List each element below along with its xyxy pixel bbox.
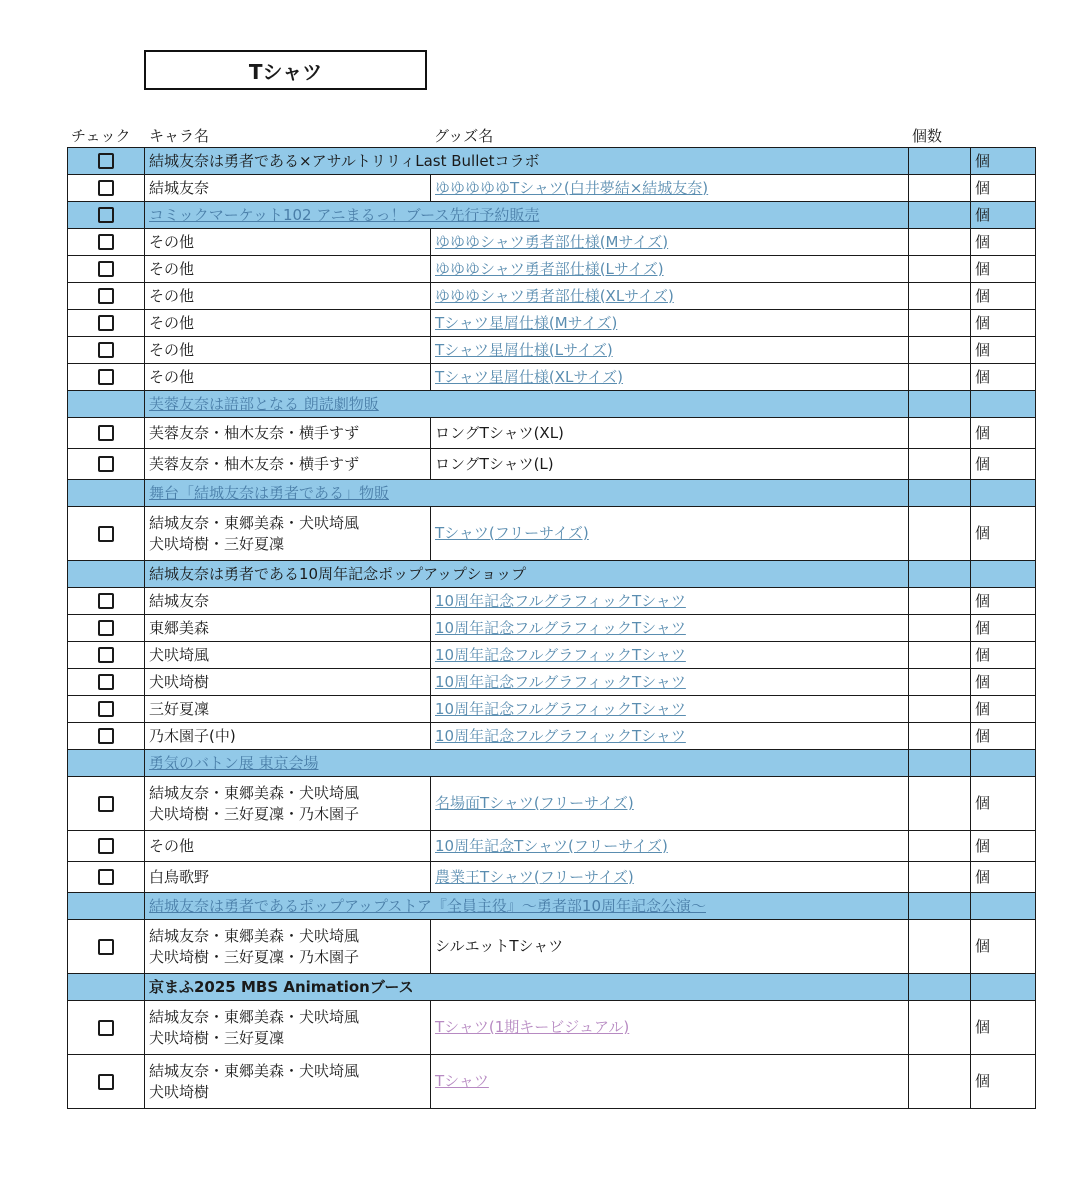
character-name: 犬吠埼樹: [149, 672, 210, 691]
section-row: [68, 202, 1036, 229]
goods-cell: [431, 588, 909, 615]
check-cell: [68, 615, 145, 642]
character-name-line2: 犬吠埼樹・三好夏凜・乃木園子: [149, 804, 360, 823]
character-cell: [145, 723, 431, 750]
quantity-cell[interactable]: [909, 669, 971, 696]
character-cell: [145, 669, 431, 696]
character-cell: [145, 777, 431, 831]
character-cell: [145, 256, 431, 283]
goods-link[interactable]: 農業王Tシャツ(フリーサイズ): [435, 867, 634, 886]
checkbox[interactable]: [98, 288, 114, 304]
check-cell: [68, 669, 145, 696]
goods-link[interactable]: 10周年記念フルグラフィックTシャツ: [435, 726, 686, 745]
goods-cell: [431, 669, 909, 696]
section-title-cell: [145, 202, 909, 229]
character-cell: [145, 831, 431, 862]
goods-cell: [431, 642, 909, 669]
unit-label: 個: [975, 178, 991, 197]
unit-label: 個: [975, 151, 991, 170]
quantity-cell[interactable]: [909, 175, 971, 202]
unit-label: 個: [975, 699, 991, 718]
header-goods: グッズ名: [434, 127, 494, 145]
check-cell: [68, 1055, 145, 1109]
section-title[interactable]: 勇気のバトン展 東京会場: [149, 753, 319, 772]
section-title: 結城友奈は勇者である×アサルトリリィLast Bulletコラボ: [149, 151, 540, 170]
header-quantity: 個数: [912, 127, 943, 145]
goods-cell: [431, 831, 909, 862]
quantity-cell[interactable]: [909, 723, 971, 750]
checkbox[interactable]: [98, 207, 114, 223]
section-row: [68, 750, 1036, 777]
goods-cell: [431, 449, 909, 480]
goods-link[interactable]: Tシャツ: [435, 1072, 489, 1090]
checkbox[interactable]: [98, 342, 114, 358]
goods-cell: [431, 229, 909, 256]
table-row: [68, 310, 1036, 337]
section-title: 京まふ2025 MBS Animationブース: [149, 977, 414, 996]
section-title: 結城友奈は勇者である10周年記念ポップアップショップ: [149, 564, 527, 583]
unit-label: 個: [975, 794, 991, 812]
section-row: [68, 148, 1036, 175]
check-cell: [68, 391, 145, 418]
quantity-cell[interactable]: [909, 831, 971, 862]
unit-cell: [971, 669, 1036, 696]
quantity-cell[interactable]: [909, 750, 971, 777]
character-name: 結城友奈: [149, 178, 210, 197]
unit-label: 個: [975, 726, 991, 745]
section-row: [68, 561, 1036, 588]
checkbox[interactable]: [98, 620, 114, 636]
unit-cell: [971, 283, 1036, 310]
character-name: 芙蓉友奈・柚木友奈・横手すず: [149, 423, 360, 442]
unit-label: 個: [975, 937, 991, 955]
unit-label: 個: [975, 524, 991, 542]
character-name: 乃木園子(中): [149, 726, 236, 745]
checkbox[interactable]: [98, 526, 114, 542]
checkbox[interactable]: [98, 728, 114, 744]
goods-cell: [431, 1055, 909, 1109]
quantity-cell[interactable]: [909, 507, 971, 561]
goods-cell: [431, 507, 909, 561]
character-name-line2: 犬吠埼樹・三好夏凜・乃木園子: [149, 947, 360, 966]
check-cell: [68, 862, 145, 893]
unit-cell: [971, 175, 1036, 202]
table-row: [68, 418, 1036, 449]
goods-cell: [431, 696, 909, 723]
check-cell: [68, 229, 145, 256]
unit-label: 個: [975, 454, 991, 473]
table-row: [68, 1055, 1036, 1109]
goods-cell: [431, 175, 909, 202]
unit-label: 個: [975, 645, 991, 664]
character-name-line2: 犬吠埼樹: [149, 1082, 210, 1101]
unit-label: 個: [975, 867, 991, 886]
checkbox[interactable]: [98, 674, 114, 690]
check-cell: [68, 831, 145, 862]
character-name-line2: 犬吠埼樹・三好夏凜: [149, 534, 285, 553]
quantity-cell[interactable]: [909, 391, 971, 418]
goods-name: シルエットTシャツ: [435, 937, 564, 955]
character-name: その他: [149, 340, 195, 359]
unit-cell: [971, 723, 1036, 750]
unit-label: 個: [975, 286, 991, 305]
table-row: [68, 229, 1036, 256]
goods-cell: [431, 310, 909, 337]
unit-cell: [971, 920, 1036, 974]
check-cell: [68, 974, 145, 1001]
check-cell: [68, 283, 145, 310]
character-cell: [145, 175, 431, 202]
check-cell: [68, 588, 145, 615]
table-row: [68, 449, 1036, 480]
checkbox[interactable]: [98, 647, 114, 663]
goods-name: ロングTシャツ(XL): [435, 423, 564, 442]
section-row: [68, 974, 1036, 1001]
quantity-cell[interactable]: [909, 449, 971, 480]
quantity-cell[interactable]: [909, 364, 971, 391]
goods-link[interactable]: 10周年記念フルグラフィックTシャツ: [435, 699, 686, 718]
unit-cell: [971, 449, 1036, 480]
character-name: 犬吠埼風: [149, 645, 210, 664]
checkbox[interactable]: [98, 234, 114, 250]
unit-cell: [971, 831, 1036, 862]
unit-cell: [971, 696, 1036, 723]
unit-cell: [971, 391, 1036, 418]
goods-cell: [431, 1001, 909, 1055]
character-name-line2: 犬吠埼樹・三好夏凜: [149, 1028, 285, 1047]
goods-link[interactable]: ゆゆゆシャツ勇者部仕様(Mサイズ): [435, 232, 669, 251]
table-row: [68, 364, 1036, 391]
quantity-cell[interactable]: [909, 777, 971, 831]
section-title-cell: [145, 893, 909, 920]
quantity-cell[interactable]: [909, 256, 971, 283]
goods-cell: [431, 777, 909, 831]
unit-cell: [971, 507, 1036, 561]
unit-label: 個: [975, 618, 991, 637]
check-cell: [68, 750, 145, 777]
checkbox[interactable]: [98, 869, 114, 885]
character-cell: [145, 588, 431, 615]
unit-label: 個: [975, 423, 991, 442]
check-cell: [68, 418, 145, 449]
character-cell: [145, 615, 431, 642]
character-name: 東郷美森: [149, 618, 210, 637]
check-cell: [68, 920, 145, 974]
check-cell: [68, 561, 145, 588]
checklist-table: [67, 147, 1036, 1109]
character-cell: [145, 507, 431, 561]
goods-cell: [431, 418, 909, 449]
table-row: [68, 777, 1036, 831]
character-cell: [145, 642, 431, 669]
check-cell: [68, 337, 145, 364]
character-name: 結城友奈: [149, 591, 210, 610]
checkbox[interactable]: [98, 701, 114, 717]
unit-cell: [971, 1055, 1036, 1109]
goods-link[interactable]: 10周年記念フルグラフィックTシャツ: [435, 645, 686, 664]
table-row: [68, 256, 1036, 283]
goods-link[interactable]: Tシャツ星屑仕様(Mサイズ): [435, 313, 618, 332]
unit-cell: [971, 229, 1036, 256]
quantity-cell[interactable]: [909, 1001, 971, 1055]
quantity-cell[interactable]: [909, 337, 971, 364]
quantity-cell[interactable]: [909, 480, 971, 507]
unit-label: 個: [975, 1018, 991, 1036]
goods-cell: [431, 723, 909, 750]
character-cell: [145, 229, 431, 256]
section-title-cell: [145, 561, 909, 588]
checkbox[interactable]: [98, 1020, 114, 1036]
character-name: その他: [149, 259, 195, 278]
goods-link[interactable]: Tシャツ星屑仕様(Lサイズ): [435, 340, 613, 359]
check-cell: [68, 480, 145, 507]
character-cell: [145, 418, 431, 449]
unit-cell: [971, 256, 1036, 283]
check-cell: [68, 449, 145, 480]
goods-link[interactable]: 10周年記念フルグラフィックTシャツ: [435, 618, 686, 637]
goods-cell: [431, 256, 909, 283]
check-cell: [68, 893, 145, 920]
section-title[interactable]: 結城友奈は勇者であるポップアップストア『全員主役』～勇者部10周年記念公演～: [149, 896, 706, 915]
character-name: 結城友奈・東郷美森・犬吠埼風: [149, 513, 360, 532]
table-row: [68, 669, 1036, 696]
checkbox[interactable]: [98, 796, 114, 812]
unit-cell: [971, 862, 1036, 893]
section-title[interactable]: 芙蓉友奈は語部となる 朗読劇物販: [149, 394, 379, 413]
checkbox[interactable]: [98, 456, 114, 472]
unit-label: 個: [975, 591, 991, 610]
quantity-cell[interactable]: [909, 418, 971, 449]
column-headers: [0, 122, 1076, 146]
goods-cell: [431, 283, 909, 310]
unit-cell: [971, 561, 1036, 588]
section-row: [68, 480, 1036, 507]
character-name: その他: [149, 836, 195, 855]
header-check: チェック: [71, 127, 131, 145]
table-row: [68, 831, 1036, 862]
quantity-cell[interactable]: [909, 893, 971, 920]
character-cell: [145, 449, 431, 480]
goods-cell: [431, 920, 909, 974]
table-row: [68, 615, 1036, 642]
quantity-cell[interactable]: [909, 148, 971, 175]
goods-link[interactable]: 10周年記念フルグラフィックTシャツ: [435, 672, 686, 691]
character-name: 結城友奈・東郷美森・犬吠埼風: [149, 926, 360, 945]
checkbox[interactable]: [98, 939, 114, 955]
character-cell: [145, 310, 431, 337]
table-row: [68, 175, 1036, 202]
table-row: [68, 920, 1036, 974]
unit-cell: [971, 480, 1036, 507]
goods-cell: [431, 364, 909, 391]
check-cell: [68, 1001, 145, 1055]
checkbox[interactable]: [98, 838, 114, 854]
checkbox[interactable]: [98, 180, 114, 196]
checkbox[interactable]: [98, 593, 114, 609]
goods-cell: [431, 337, 909, 364]
goods-cell: [431, 615, 909, 642]
goods-link[interactable]: 名場面Tシャツ(フリーサイズ): [435, 794, 634, 812]
character-name: その他: [149, 232, 195, 251]
table-row: [68, 588, 1036, 615]
table-row: [68, 1001, 1036, 1055]
check-cell: [68, 256, 145, 283]
unit-cell: [971, 202, 1036, 229]
goods-link[interactable]: ゆゆゆシャツ勇者部仕様(Lサイズ): [435, 259, 664, 278]
section-title-cell: [145, 750, 909, 777]
character-cell: [145, 364, 431, 391]
unit-label: 個: [975, 232, 991, 251]
quantity-cell[interactable]: [909, 310, 971, 337]
character-cell: [145, 1055, 431, 1109]
unit-cell: [971, 893, 1036, 920]
quantity-cell[interactable]: [909, 588, 971, 615]
quantity-cell[interactable]: [909, 229, 971, 256]
section-title[interactable]: 舞台「結城友奈は勇者である」物販: [149, 483, 390, 502]
table-row: [68, 723, 1036, 750]
checkbox[interactable]: [98, 153, 114, 169]
character-name: その他: [149, 313, 195, 332]
unit-label: 個: [975, 205, 991, 224]
character-name: 結城友奈・東郷美森・犬吠埼風: [149, 1061, 360, 1080]
unit-cell: [971, 337, 1036, 364]
unit-label: 個: [975, 259, 991, 278]
unit-label: 個: [975, 313, 991, 332]
quantity-cell[interactable]: [909, 862, 971, 893]
section-row: [68, 391, 1036, 418]
check-cell: [68, 310, 145, 337]
character-cell: [145, 1001, 431, 1055]
check-cell: [68, 202, 145, 229]
unit-label: 個: [975, 1072, 991, 1090]
character-cell: [145, 862, 431, 893]
unit-cell: [971, 642, 1036, 669]
character-name: その他: [149, 286, 195, 305]
page-title: Tシャツ: [144, 50, 427, 90]
unit-label: 個: [975, 836, 991, 855]
goods-link[interactable]: Tシャツ(1期キービジュアル): [435, 1018, 630, 1036]
unit-label: 個: [975, 367, 991, 386]
goods-link[interactable]: 10周年記念フルグラフィックTシャツ: [435, 591, 686, 610]
table-row: [68, 642, 1036, 669]
character-name: 結城友奈・東郷美森・犬吠埼風: [149, 1007, 360, 1026]
checkbox[interactable]: [98, 315, 114, 331]
quantity-cell[interactable]: [909, 920, 971, 974]
checkbox[interactable]: [98, 425, 114, 441]
section-row: [68, 893, 1036, 920]
character-cell: [145, 283, 431, 310]
unit-cell: [971, 418, 1036, 449]
check-cell: [68, 777, 145, 831]
unit-cell: [971, 148, 1036, 175]
table-row: [68, 696, 1036, 723]
table-row: [68, 283, 1036, 310]
check-cell: [68, 642, 145, 669]
character-name: 芙蓉友奈・柚木友奈・横手すず: [149, 454, 360, 473]
table-row: [68, 507, 1036, 561]
section-title-cell: [145, 391, 909, 418]
check-cell: [68, 148, 145, 175]
checkbox[interactable]: [98, 1074, 114, 1090]
unit-cell: [971, 615, 1036, 642]
quantity-cell[interactable]: [909, 561, 971, 588]
unit-cell: [971, 364, 1036, 391]
unit-cell: [971, 1001, 1036, 1055]
unit-cell: [971, 777, 1036, 831]
section-title-cell: [145, 480, 909, 507]
character-name: 白鳥歌野: [149, 867, 210, 886]
quantity-cell[interactable]: [909, 202, 971, 229]
quantity-cell[interactable]: [909, 283, 971, 310]
goods-name: ロングTシャツ(L): [435, 454, 554, 473]
quantity-cell[interactable]: [909, 696, 971, 723]
unit-cell: [971, 974, 1036, 1001]
goods-link[interactable]: Tシャツ星屑仕様(XLサイズ): [435, 367, 624, 386]
goods-link[interactable]: 10周年記念Tシャツ(フリーサイズ): [435, 836, 668, 855]
unit-label: 個: [975, 672, 991, 691]
checkbox[interactable]: [98, 369, 114, 385]
character-cell: [145, 696, 431, 723]
check-cell: [68, 507, 145, 561]
table-row: [68, 862, 1036, 893]
section-title[interactable]: コミックマーケット102 アニまるっ！ブース先行予約販売: [149, 205, 540, 224]
check-cell: [68, 696, 145, 723]
quantity-cell[interactable]: [909, 1055, 971, 1109]
table-row: [68, 337, 1036, 364]
quantity-cell[interactable]: [909, 642, 971, 669]
check-cell: [68, 723, 145, 750]
goods-link[interactable]: ゆゆゆゆゆTシャツ(白井夢結×結城友奈): [435, 178, 709, 197]
unit-cell: [971, 588, 1036, 615]
check-cell: [68, 175, 145, 202]
character-name: その他: [149, 367, 195, 386]
check-cell: [68, 364, 145, 391]
header-character: キャラ名: [149, 127, 210, 145]
goods-link[interactable]: Tシャツ(フリーサイズ): [435, 524, 589, 542]
checkbox[interactable]: [98, 261, 114, 277]
section-title-cell: [145, 974, 909, 1001]
unit-cell: [971, 750, 1036, 777]
unit-label: 個: [975, 340, 991, 359]
goods-cell: [431, 862, 909, 893]
goods-link[interactable]: ゆゆゆシャツ勇者部仕様(XLサイズ): [435, 286, 674, 305]
unit-cell: [971, 310, 1036, 337]
quantity-cell[interactable]: [909, 615, 971, 642]
quantity-cell[interactable]: [909, 974, 971, 1001]
character-name: 結城友奈・東郷美森・犬吠埼風: [149, 783, 360, 802]
character-cell: [145, 920, 431, 974]
character-cell: [145, 337, 431, 364]
section-title-cell: [145, 148, 909, 175]
character-name: 三好夏凜: [149, 699, 210, 718]
